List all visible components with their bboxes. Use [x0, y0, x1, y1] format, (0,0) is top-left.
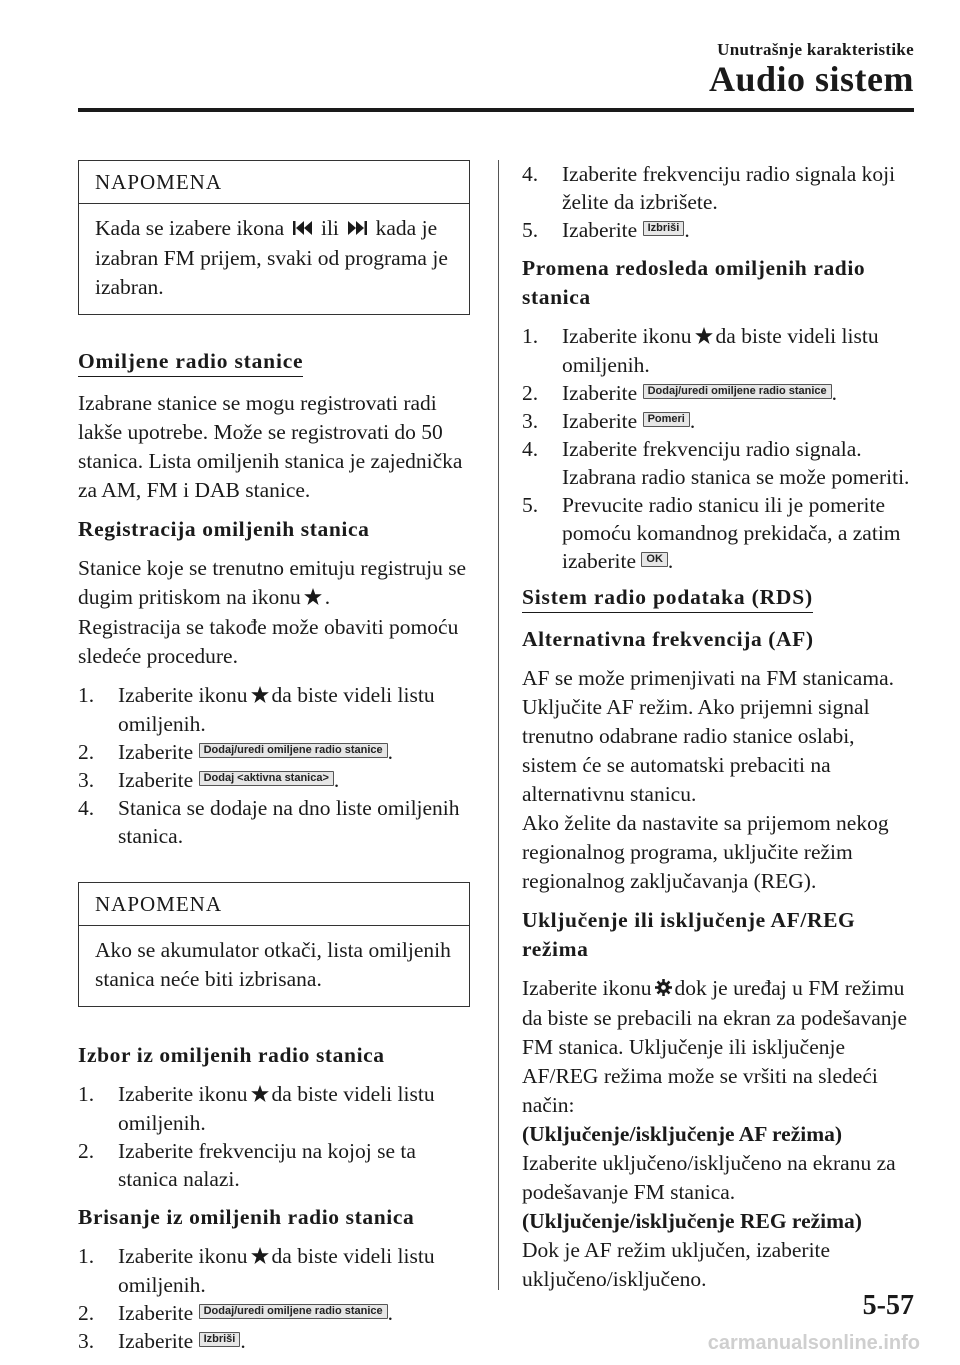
note-box — [78, 882, 470, 1007]
text: Izaberite — [562, 409, 638, 433]
step-number: 4. — [522, 437, 539, 461]
subheading-reorder: Promena redosleda omiljenih radio stanica — [522, 256, 866, 309]
star-icon — [695, 323, 713, 351]
step-number: 5. — [522, 493, 539, 517]
star-icon — [251, 682, 269, 710]
skip-back-icon — [293, 215, 313, 244]
add-edit-favorites-button[interactable]: Dodaj/uredi omiljene radio stanice — [199, 743, 388, 758]
delete-steps — [78, 1242, 470, 1355]
paragraph: Izabrane stanice se mogu registrovati radi lakše upotrebe. Može se registrovati do 50 stanica. Lista omiljenih stanica je zajednička za AM, FM i DAB stanice. — [78, 391, 463, 502]
subheading-registration: Registracija omiljenih stanica — [78, 517, 370, 541]
list-item — [78, 738, 470, 766]
note-text: ili — [320, 216, 339, 240]
text: Izaberite — [118, 1329, 194, 1353]
list-item — [522, 435, 914, 491]
paragraph: Izaberite uključeno/isključeno na ekranu za podešavanje FM stanica. — [522, 1151, 896, 1204]
text: . — [240, 1329, 246, 1353]
note-body — [79, 204, 469, 314]
subheading-delete: Brisanje iz omiljenih radio stanica — [78, 1205, 415, 1229]
list-item — [78, 1327, 470, 1355]
star-icon — [251, 1081, 269, 1109]
step-number: 5. — [522, 218, 539, 242]
reorder-steps — [522, 322, 914, 575]
header-subtitle: Unutrašnje karakteristike — [717, 40, 914, 59]
list-item — [78, 794, 470, 850]
text: da biste videli listu omiljenih. — [118, 1082, 435, 1135]
ok-button[interactable]: OK — [641, 552, 668, 567]
move-button[interactable]: Pomeri — [643, 412, 690, 427]
list-item — [78, 1137, 470, 1193]
step-number: 1. — [522, 324, 539, 348]
subheading-af: Alternativna frekvencija (AF) — [522, 627, 814, 651]
text: . — [689, 409, 696, 433]
text: Izaberite — [118, 740, 194, 764]
list-item — [522, 160, 914, 216]
text: . — [333, 768, 340, 792]
step-number: 2. — [78, 740, 95, 764]
text: Prevucite radio stanicu ili je pomerite pomoću komandnog prekidača, a zatim izaberite — [562, 493, 901, 573]
af-mode-heading: (Uključenje/isključenje AF režima) — [522, 1122, 843, 1146]
gear-icon — [655, 975, 672, 1004]
step-number: 2. — [78, 1301, 95, 1325]
step-number: 4. — [78, 796, 95, 820]
text: . — [684, 218, 690, 242]
star-icon — [251, 1243, 269, 1271]
text: Izaberite frekvenciju na kojoj se ta stanica nalazi. — [118, 1139, 416, 1191]
text: Izaberite — [118, 768, 194, 792]
text: Izaberite — [562, 381, 638, 405]
step-number: 3. — [522, 409, 539, 433]
delete-steps-continued — [522, 160, 914, 244]
paragraph: Dok je AF režim uključen, izaberite uključeno/isključeno. — [522, 1238, 831, 1291]
right-column — [522, 160, 914, 1294]
paragraph — [78, 554, 470, 613]
note-text: Kada se izabere ikona — [95, 216, 285, 240]
text: . — [831, 381, 838, 405]
text: Izaberite ikonu — [522, 976, 652, 1000]
text: Izaberite frekvenciju radio signala koji želite da izbrišete. — [562, 162, 896, 214]
text: da biste videli listu omiljenih. — [118, 683, 435, 736]
subheading-select: Izbor iz omiljenih radio stanica — [78, 1043, 385, 1067]
reg-mode-heading: (Uključenje/isključenje REG režima) — [522, 1209, 862, 1233]
star-icon — [304, 584, 322, 613]
paragraph: Registracija se takođe može obaviti pomoću sledeće procedure. — [78, 615, 459, 668]
text: Stanice koje se trenutno emituju registruju se dugim pritiskom na ikonu — [78, 556, 467, 609]
page-number: 5-57 — [862, 1290, 914, 1321]
text: . — [387, 740, 394, 764]
delete-button[interactable]: Izbriši — [199, 1332, 241, 1347]
add-edit-favorites-button[interactable]: Dodaj/uredi omiljene radio stanice — [643, 384, 832, 399]
add-active-station-button[interactable]: Dodaj <aktivna stanica> — [199, 771, 334, 786]
step-number: 2. — [78, 1139, 95, 1163]
list-item — [78, 1299, 470, 1327]
header-title: Audio sistem — [708, 59, 914, 99]
note-body: Ako se akumulator otkači, lista omiljenih stanica neće biti izbrisana. — [95, 938, 451, 991]
list-item — [522, 491, 914, 575]
skip-forward-icon — [347, 215, 367, 244]
header-rule — [78, 108, 914, 112]
select-steps — [78, 1080, 470, 1193]
text: . — [667, 549, 674, 573]
step-number: 1. — [78, 1244, 95, 1268]
text: dok je uređaj u FM režimu da biste se prebacili na ekran za podešavanje FM stanica. Uključenje ili isključenje AF/REG režima može se vršiti na sledeći način: — [522, 976, 908, 1117]
text: . — [387, 1301, 394, 1325]
list-item — [522, 322, 914, 379]
step-number: 4. — [522, 162, 539, 186]
note-text: kada je izabran FM prijem, svaki od programa je izabran. — [95, 216, 448, 299]
note-box — [78, 160, 470, 315]
text: Izaberite ikonu — [562, 324, 692, 348]
registration-steps — [78, 681, 470, 850]
paragraph: Ako želite da nastavite sa prijemom nekog regionalnog programa, uključite režim regionalnog zaključavanja (REG). — [522, 811, 889, 893]
left-column — [78, 160, 470, 1365]
delete-button[interactable]: Izbriši — [643, 221, 685, 236]
note-title: NAPOMENA — [79, 883, 469, 926]
list-item — [78, 1242, 470, 1299]
step-number: 3. — [78, 1329, 95, 1353]
section-heading-favorites: Omiljene radio stanice — [78, 349, 303, 377]
subheading-af-reg-toggle: Uključenje ili isključenje AF/REG režima — [522, 908, 856, 961]
list-item — [522, 216, 914, 244]
step-number: 1. — [78, 683, 95, 707]
text: Izaberite ikonu — [118, 1082, 248, 1106]
step-number: 1. — [78, 1082, 95, 1106]
paragraph: AF se može primenjivati na FM stanicama. Uključite AF režim. Ako prijemni signal trenutno odabrane radio stanice oslabi, sistem će se automatski prebaciti na alternativnu stanicu. — [522, 666, 894, 806]
list-item — [522, 379, 914, 407]
list-item — [78, 681, 470, 738]
text: Izaberite ikonu — [118, 1244, 248, 1268]
list-item — [522, 407, 914, 435]
list-item — [78, 766, 470, 794]
list-item — [78, 1080, 470, 1137]
watermark: carmanualsonline.info — [707, 1332, 920, 1354]
text: Stanica se dodaje na dno liste omiljenih stanica. — [118, 796, 460, 848]
text: Izaberite frekvenciju radio signala. Izabrana radio stanica se može pomeriti. — [562, 437, 910, 489]
text: da biste videli listu omiljenih. — [118, 1244, 435, 1297]
paragraph — [522, 974, 914, 1120]
step-number: 2. — [522, 381, 539, 405]
text: da biste videli listu omiljenih. — [562, 324, 879, 377]
text: Izaberite — [118, 1301, 194, 1325]
text: Izaberite ikonu — [118, 683, 248, 707]
section-heading-rds: Sistem radio podataka (RDS) — [522, 585, 813, 613]
column-divider — [498, 160, 499, 1290]
note-title: NAPOMENA — [79, 161, 469, 204]
text: Izaberite — [562, 218, 638, 242]
step-number: 3. — [78, 768, 95, 792]
text: . — [324, 585, 331, 609]
add-edit-favorites-button[interactable]: Dodaj/uredi omiljene radio stanice — [199, 1304, 388, 1319]
